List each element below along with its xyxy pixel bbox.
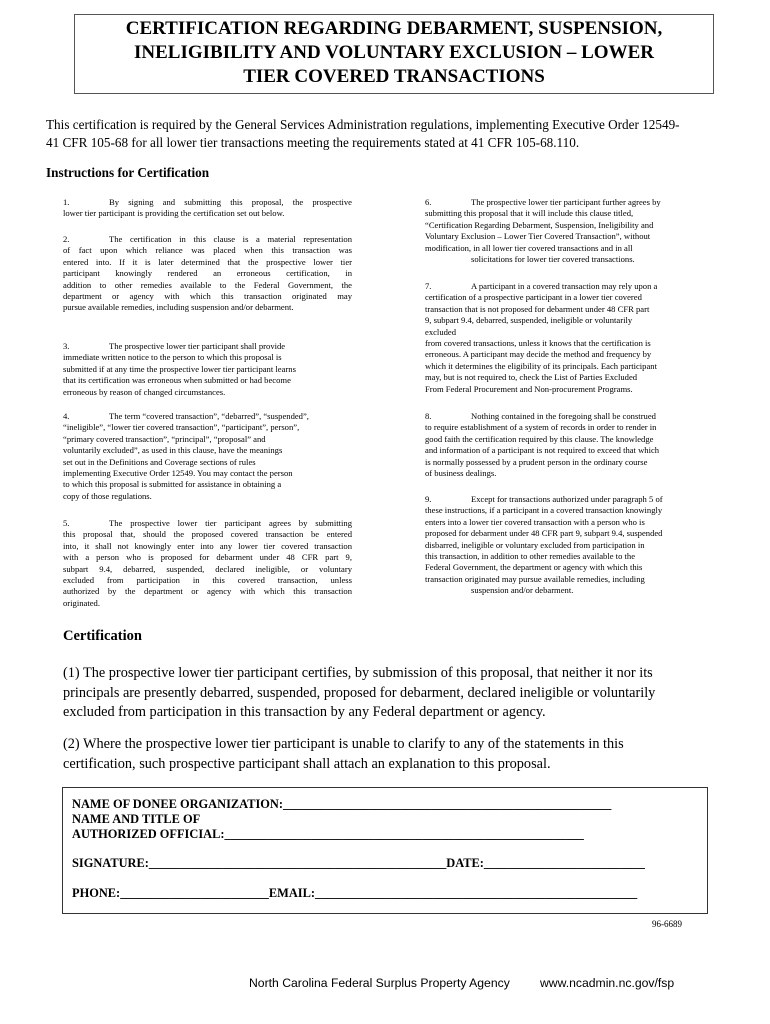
instruction-line: erroneous. A participant may decide the method and frequency by <box>425 349 652 360</box>
instruction-number: 8. <box>425 411 432 421</box>
instruction-line: immediate written notice to the person to which this proposal is <box>63 352 282 363</box>
instruction-line: excluded from participation in this covered transaction, unless <box>63 575 352 586</box>
signature-field[interactable]: ________________________________________________ <box>148 856 447 870</box>
instruction-line: voluntarily excluded”, as used in this clause, have the meanings <box>63 445 283 456</box>
instruction-line: set out in the Definitions and Coverage sections of rules <box>63 456 256 467</box>
instruction-number: 7. <box>425 281 432 291</box>
instruction-3 <box>63 341 352 398</box>
signature-form-box <box>62 787 708 914</box>
instruction-number: 4. <box>63 411 70 421</box>
instruction-line: to require establishment of a system of records in order to render in <box>425 422 657 433</box>
certification-line: (2) Where the prospective lower tier participant is unable to clarify to any of the statements in this <box>63 736 624 752</box>
name-title-label: NAME AND TITLE OF <box>72 812 201 826</box>
certification-paragraph-1 <box>63 664 723 723</box>
instruction-number: 5. <box>63 518 70 528</box>
instruction-line: implementing Executive Order 12549. You may contact the person <box>63 468 293 479</box>
instruction-line: transaction originated may pursue available remedies, including <box>425 573 645 584</box>
certification-paragraph-2 <box>63 735 723 774</box>
instructions-heading: Instructions for Certification <box>46 165 210 180</box>
authorized-official-field[interactable]: __________________________________________________________ <box>224 827 584 841</box>
instruction-line: addition to other remedies available to the Federal Government, the <box>63 279 352 290</box>
instruction-line: “primary covered transaction”, “principal”, “proposal” and <box>63 433 266 444</box>
intro-line: This certification is required by the General Services Administration regulations, implementing Executive Order 12549- <box>46 117 680 132</box>
instruction-line: disbarred, ineligible or voluntary excluded from participation in <box>425 539 645 550</box>
certification-heading: Certification <box>63 628 142 644</box>
instruction-line: participant knowingly rendered an erroneous certification, in <box>63 268 352 279</box>
instruction-line: lower tier participant is providing the certification set out below. <box>63 208 285 219</box>
instruction-4 <box>63 411 352 502</box>
instruction-line: into, it shall not knowingly enter into any lower tier covered transaction <box>63 540 352 551</box>
instruction-line: The prospective lower tier participant further agrees by <box>471 197 661 207</box>
certification-line: (1) The prospective lower tier participant certifies, by submission of this proposal, that neither it nor its <box>63 665 653 681</box>
instruction-line: to which this proposal is submitted for assistance in obtaining a <box>63 479 282 490</box>
instruction-2 <box>63 234 352 314</box>
instructions-left-column <box>63 197 352 617</box>
instruction-line: with a person who is proposed for debarment under 48 CFR part 9, <box>63 552 352 563</box>
instruction-number: 2. <box>63 234 70 244</box>
certification-line: principals are presently debarred, suspended, proposed for debarment, declared ineligible or voluntarily <box>63 684 656 701</box>
instruction-line: good faith the certification required by this clause. The knowledge <box>425 433 654 444</box>
intro-paragraph <box>46 116 726 152</box>
instruction-line: submitting this proposal that it will include this clause titled, <box>425 208 634 219</box>
date-field[interactable]: __________________________ <box>483 856 645 870</box>
phone-field[interactable]: ________________________ <box>120 886 269 900</box>
donee-organization-row <box>72 797 611 812</box>
instruction-6 <box>425 197 703 265</box>
contact-row <box>72 886 637 901</box>
authorized-official-row <box>72 827 584 842</box>
instruction-line: may, but is not required to, check the List of Parties Excluded <box>425 372 638 383</box>
instruction-line: copy of those regulations. <box>63 490 152 501</box>
instruction-line: submitted if at any time the prospective lower tier participant learns <box>63 363 296 374</box>
instruction-line: Except for transactions authorized under paragraph 5 of <box>471 494 663 504</box>
signature-label: SIGNATURE: <box>72 856 149 870</box>
instruction-1 <box>63 197 352 220</box>
instruction-line: A participant in a covered transaction may rely upon a <box>471 281 658 291</box>
instruction-line: of business dealings. <box>425 468 497 479</box>
signature-row <box>72 856 645 871</box>
instruction-line: these instructions, if a participant in a covered transaction knowingly <box>425 505 663 516</box>
instruction-line: is normally possessed by a prudent person in the ordinary course <box>425 456 648 467</box>
instruction-line: suspension and/or debarment. <box>471 585 574 596</box>
footer-website[interactable]: www.ncadmin.nc.gov/fsp <box>540 976 675 990</box>
instruction-line: originated. <box>63 597 100 608</box>
instruction-number: 6. <box>425 197 432 207</box>
instruction-line: transaction that is not proposed for debarment under 48 CFR part <box>425 303 650 314</box>
instruction-line: of fact upon which reliance was placed when this transaction was <box>63 245 352 256</box>
instruction-8 <box>425 411 703 479</box>
instructions-right-column <box>425 197 703 617</box>
instruction-line: this proposal that, should the proposed covered transaction be entered <box>63 529 352 540</box>
instruction-line: Nothing contained in the foregoing shall be construed <box>471 411 656 421</box>
email-label: EMAIL: <box>268 886 315 900</box>
form-code: 96-6689 <box>652 919 682 929</box>
instruction-line: this transaction, in addition to other remedies available to the <box>425 551 636 562</box>
instruction-line: Voluntary Exclusion – Lower Tier Covered Transaction”, without <box>425 231 651 242</box>
instruction-line: From Federal Procurement and Non-procurement Programs. <box>425 383 633 394</box>
instruction-line: By signing and submitting this proposal, the prospective <box>109 197 352 207</box>
authorized-official-label: AUTHORIZED OFFICIAL: <box>72 827 225 841</box>
instruction-number: 1. <box>63 197 70 207</box>
instruction-line: enters into a lower tier covered transaction with a person who is <box>425 516 645 527</box>
donee-organization-field[interactable]: _____________________________________________________ <box>283 797 612 811</box>
instruction-line: proposed for debarment under 48 CFR part 9, subpart 9.4, suspended <box>425 528 663 539</box>
instruction-line: “Certification Regarding Debarment, Suspension, Ineligibility and <box>425 219 654 230</box>
email-field[interactable]: ____________________________________________________ <box>315 886 638 900</box>
instruction-7 <box>425 281 703 395</box>
date-label: DATE: <box>446 856 484 870</box>
instruction-line: pursue available remedies, including suspension and/or debarment. <box>63 302 294 313</box>
donee-organization-label: NAME OF DONEE ORGANIZATION: <box>72 797 283 811</box>
instruction-line: excluded <box>425 326 457 337</box>
intro-line: 41 CFR 105-68 for all lower tier transactions meeting the requirements stated at 41 CFR 105-68.110. <box>46 135 580 150</box>
certification-line: certification, such prospective participant shall attach an explanation to this proposal. <box>63 755 551 772</box>
instruction-line: which it determines the eligibility of its principals. Each participant <box>425 360 657 371</box>
instruction-line: entered into. If it is later determined that the prospective lower tier <box>63 256 352 267</box>
instruction-line: 9, subpart 9.4, debarred, suspended, ineligible or voluntarily <box>425 315 633 326</box>
instruction-line: erroneous by reason of changed circumstances. <box>63 386 226 397</box>
phone-label: PHONE: <box>72 886 121 900</box>
title-line-1: CERTIFICATION REGARDING DEBARMENT, SUSPENSION, <box>125 18 663 39</box>
instruction-line: The term “covered transaction”, “debarred”, “suspended”, <box>109 411 309 421</box>
instruction-line: The prospective lower tier participant shall provide <box>109 341 286 351</box>
title-line-2: INELIGIBILITY AND VOLUNTARY EXCLUSION – LOWER <box>134 42 654 63</box>
instruction-line: The certification in this clause is a material representation <box>109 234 352 244</box>
instruction-number: 3. <box>63 341 70 351</box>
title-box <box>74 14 714 94</box>
instruction-line: “ineligible”, “lower tier covered transaction”, “participant”, person”, <box>63 422 300 433</box>
instruction-line: department or agency with which this transaction originated may <box>63 291 352 302</box>
instruction-line: subpart 9.4, debarred, suspended, declared ineligible, or voluntary <box>63 563 352 574</box>
footer-agency: North Carolina Federal Surplus Property Agency <box>249 976 510 990</box>
instruction-line: from covered transactions, unless it knows that the certification is <box>425 338 651 349</box>
instruction-line: solicitations for lower tier covered transactions. <box>471 254 635 265</box>
certification-line: excluded from participation in this transaction by any Federal department or agency. <box>63 704 546 720</box>
instruction-number: 9. <box>425 494 432 504</box>
title-line-3: TIER COVERED TRANSACTIONS <box>243 66 545 87</box>
instruction-line: certification of a prospective participant in a lower tier covered <box>425 292 642 303</box>
instruction-5 <box>63 518 352 609</box>
instruction-line: Federal Government, the department or agency with which this <box>425 562 643 573</box>
instruction-line: modification, in all lower tier covered transactions and in all <box>425 242 633 253</box>
instruction-line: and information of a participant is not required to exceed that which <box>425 445 660 456</box>
instruction-line: that its certification was erroneous when submitted or had become <box>63 375 291 386</box>
instruction-9 <box>425 494 703 597</box>
instruction-line: authorized by the department or agency with which this transaction <box>63 586 352 597</box>
instruction-line: The prospective lower tier participant agrees by submitting <box>109 518 352 528</box>
